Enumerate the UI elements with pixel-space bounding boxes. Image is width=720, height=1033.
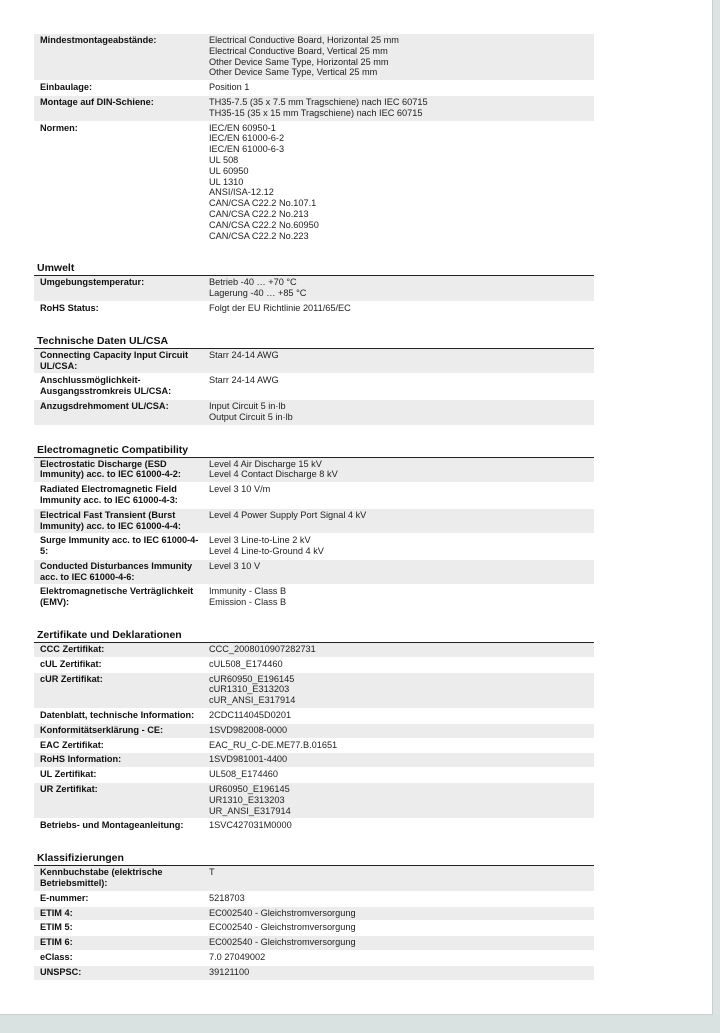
table-row bbox=[34, 374, 594, 400]
table-row bbox=[34, 966, 594, 981]
table-row bbox=[34, 673, 594, 709]
table-row bbox=[34, 534, 594, 560]
value-line: T bbox=[209, 867, 215, 878]
row-value bbox=[205, 644, 594, 655]
table-row bbox=[34, 458, 594, 484]
row-label: E-nummer: bbox=[40, 892, 89, 903]
row-value bbox=[205, 867, 594, 889]
value-line: Betrieb -40 … +70 °C bbox=[209, 277, 297, 288]
section-title: Electromagnetic Compatibility bbox=[34, 444, 594, 458]
value-line: CAN/CSA C22.2 No.213 bbox=[209, 208, 309, 219]
table-row bbox=[34, 34, 594, 81]
row-label: Elektromagnetische Verträglichkeit (EMV): bbox=[40, 586, 194, 608]
mounting-table bbox=[34, 34, 594, 244]
row-value bbox=[205, 725, 594, 736]
value-line: TH35-7.5 (35 x 7.5 mm Tragschiene) nach IEC 60715 bbox=[209, 96, 428, 107]
row-label: Connecting Capacity Input Circuit UL/CSA: bbox=[40, 349, 189, 371]
value-line: Position 1 bbox=[209, 82, 250, 93]
value-line: 5218703 bbox=[209, 892, 245, 903]
table-row bbox=[34, 724, 594, 739]
row-value bbox=[205, 769, 594, 780]
row-label: ETIM 6: bbox=[40, 937, 73, 948]
table-row bbox=[34, 739, 594, 754]
value-line: Level 3 10 V bbox=[209, 560, 261, 571]
section-klassifizierungen bbox=[34, 852, 594, 980]
row-value bbox=[205, 908, 594, 919]
value-line: TH35-15 (35 x 15 mm Tragschiene) nach IEC 60715 bbox=[209, 107, 423, 118]
row-value bbox=[205, 401, 594, 423]
row-label: Konformitätserklärung - CE: bbox=[40, 724, 164, 735]
value-line: Output Circuit 5 in·lb bbox=[209, 411, 293, 422]
section-technische-daten-ul-csa bbox=[34, 335, 594, 426]
row-label: ETIM 5: bbox=[40, 922, 73, 933]
row-label: eClass: bbox=[40, 952, 73, 963]
value-line: Level 4 Line-to-Ground 4 kV bbox=[209, 546, 324, 557]
row-value bbox=[205, 350, 594, 372]
section-zertifikate-und-deklarationen bbox=[34, 629, 594, 834]
table-row bbox=[34, 951, 594, 966]
value-line: UR1310_E313203 bbox=[209, 794, 285, 805]
row-label: Einbaulage: bbox=[40, 82, 93, 93]
value-line: Starr 24-14 AWG bbox=[209, 375, 279, 386]
row-value bbox=[205, 967, 594, 978]
row-value bbox=[205, 535, 594, 557]
value-line: Electrical Conductive Board, Vertical 25 mm bbox=[209, 45, 388, 56]
row-value bbox=[205, 893, 594, 904]
row-label: Kennbuchstabe (elektrische Betriebsmittel): bbox=[40, 867, 163, 889]
row-label: UL Zertifikat: bbox=[40, 769, 97, 780]
value-line: IEC/EN 61000-6-2 bbox=[209, 133, 285, 144]
spec-content bbox=[34, 34, 594, 981]
table-row bbox=[34, 302, 594, 317]
row-value bbox=[205, 820, 594, 831]
row-label: Electrostatic Discharge (ESD Immunity) acc. to IEC 61000-4-2: bbox=[40, 458, 181, 480]
value-line: 2CDC114045D0201 bbox=[209, 710, 292, 721]
section-title: Zertifikate und Deklarationen bbox=[34, 629, 594, 643]
section-title: Technische Daten UL/CSA bbox=[34, 335, 594, 349]
row-value bbox=[205, 277, 594, 299]
section-title: Klassifizierungen bbox=[34, 852, 594, 866]
table-row bbox=[34, 81, 594, 96]
row-label: UNSPSC: bbox=[40, 966, 82, 977]
table-row bbox=[34, 783, 594, 819]
value-line: IEC/EN 61000-6-3 bbox=[209, 144, 285, 155]
value-line: 39121100 bbox=[209, 966, 250, 977]
value-line: Level 4 Air Discharge 15 kV bbox=[209, 458, 322, 469]
table-row bbox=[34, 96, 594, 122]
value-line: UL 60950 bbox=[209, 165, 249, 176]
row-label: Betriebs- und Montageanleitung: bbox=[40, 820, 184, 831]
value-line: UL 508 bbox=[209, 154, 239, 165]
value-line: cUR1310_E313203 bbox=[209, 684, 290, 695]
value-line: Other Device Same Type, Vertical 25 mm bbox=[209, 67, 378, 78]
row-label: cUR Zertifikat: bbox=[40, 673, 103, 684]
value-line: UL 1310 bbox=[209, 176, 244, 187]
table-row bbox=[34, 349, 594, 375]
value-line: cUR_ANSI_E317914 bbox=[209, 695, 296, 706]
row-value bbox=[205, 784, 594, 816]
value-line: CAN/CSA C22.2 No.223 bbox=[209, 230, 309, 241]
value-line: EC002540 - Gleichstromversorgung bbox=[209, 922, 356, 933]
section-title: Umwelt bbox=[34, 262, 594, 276]
row-value bbox=[205, 922, 594, 933]
row-label: Electrical Fast Transient (Burst Immunity) acc. to IEC 61000-4-4: bbox=[40, 509, 181, 531]
table-row bbox=[34, 753, 594, 768]
table-row bbox=[34, 400, 594, 426]
value-line: Level 4 Power Supply Port Signal 4 kV bbox=[209, 509, 367, 520]
table-row bbox=[34, 276, 594, 302]
row-value bbox=[205, 97, 594, 119]
value-line: UL508_E174460 bbox=[209, 769, 278, 780]
row-value bbox=[205, 952, 594, 963]
section-table bbox=[34, 276, 594, 316]
value-line: 7.0 27049002 bbox=[209, 952, 266, 963]
section-table bbox=[34, 349, 594, 426]
row-value bbox=[205, 35, 594, 78]
value-line: Level 3 10 V/m bbox=[209, 484, 271, 495]
table-row bbox=[34, 643, 594, 658]
table-row bbox=[34, 709, 594, 724]
value-line: UR_ANSI_E317914 bbox=[209, 805, 291, 816]
row-label: Datenblatt, technische Information: bbox=[40, 710, 195, 721]
value-line: Electrical Conductive Board, Horizontal 25 mm bbox=[209, 35, 399, 45]
row-label: CCC Zertifikat: bbox=[40, 644, 105, 655]
row-value bbox=[205, 710, 594, 721]
table-row bbox=[34, 122, 594, 245]
row-value bbox=[205, 510, 594, 532]
value-line: ANSI/ISA-12.12 bbox=[209, 187, 274, 198]
table-row bbox=[34, 936, 594, 951]
row-label: EAC Zertifikat: bbox=[40, 739, 104, 750]
table-row bbox=[34, 483, 594, 509]
value-line: Starr 24-14 AWG bbox=[209, 349, 279, 360]
value-line: Folgt der EU Richtlinie 2011/65/EC bbox=[209, 302, 351, 313]
table-row bbox=[34, 921, 594, 936]
value-line: EC002540 - Gleichstromversorgung bbox=[209, 937, 356, 948]
value-line: cUL508_E174460 bbox=[209, 658, 283, 669]
row-value bbox=[205, 303, 594, 314]
section-umwelt bbox=[34, 262, 594, 316]
row-value bbox=[205, 937, 594, 948]
row-value bbox=[205, 659, 594, 670]
row-label: Anzugsdrehmoment UL/CSA: bbox=[40, 400, 169, 411]
table-row bbox=[34, 819, 594, 834]
row-value bbox=[205, 754, 594, 765]
row-label: RoHS Status: bbox=[40, 302, 99, 313]
section-table bbox=[34, 643, 594, 834]
row-label: Normen: bbox=[40, 122, 78, 133]
value-line: cUR60950_E196145 bbox=[209, 673, 295, 684]
table-row bbox=[34, 560, 594, 586]
row-label: ETIM 4: bbox=[40, 907, 73, 918]
row-value bbox=[205, 740, 594, 751]
table-row bbox=[34, 658, 594, 673]
value-line: 1SVD981001-4400 bbox=[209, 754, 288, 765]
value-line: Other Device Same Type, Horizontal 25 mm bbox=[209, 56, 389, 67]
row-label: Radiated Electromagnetic Field Immunity acc. to IEC 61000-4-3: bbox=[40, 484, 178, 505]
row-label: cUL Zertifikat: bbox=[40, 658, 102, 669]
table-row bbox=[34, 866, 594, 892]
value-line: CAN/CSA C22.2 No.60950 bbox=[209, 219, 319, 230]
row-label: Anschlussmöglichkeit-Ausgangsstromkreis UL/CSA: bbox=[40, 375, 172, 397]
value-line: Level 3 Line-to-Line 2 kV bbox=[209, 535, 311, 546]
value-line: 1SVD982008-0000 bbox=[209, 724, 288, 735]
value-line: EAC_RU_C-DE.ME77.B.01651 bbox=[209, 739, 338, 750]
row-value bbox=[205, 561, 594, 583]
row-value bbox=[205, 484, 594, 506]
value-line: UR60950_E196145 bbox=[209, 784, 290, 795]
value-line: CAN/CSA C22.2 No.107.1 bbox=[209, 198, 317, 209]
value-line: EC002540 - Gleichstromversorgung bbox=[209, 907, 356, 918]
row-label: UR Zertifikat: bbox=[40, 784, 98, 795]
value-line: 1SVC427031M0000 bbox=[209, 820, 292, 831]
section-table bbox=[34, 866, 594, 980]
value-line: CCC_2008010907282731 bbox=[209, 644, 316, 655]
row-value bbox=[205, 459, 594, 481]
table-row bbox=[34, 768, 594, 783]
row-value bbox=[205, 82, 594, 93]
table-row bbox=[34, 892, 594, 907]
row-value bbox=[205, 375, 594, 397]
table-row bbox=[34, 585, 594, 611]
row-value bbox=[205, 586, 594, 608]
spec-sections bbox=[34, 262, 594, 980]
value-line: Lagerung -40 … +85 °C bbox=[209, 288, 307, 299]
value-line: Input Circuit 5 in·lb bbox=[209, 400, 286, 411]
value-line: Level 4 Contact Discharge 8 kV bbox=[209, 469, 338, 480]
table-row bbox=[34, 907, 594, 922]
value-line: IEC/EN 60950-1 bbox=[209, 122, 276, 133]
value-line: Immunity - Class B bbox=[209, 586, 287, 597]
value-line: Emission - Class B bbox=[209, 597, 287, 608]
row-label: Montage auf DIN-Schiene: bbox=[40, 96, 154, 107]
row-label: Conducted Disturbances Immunity acc. to IEC 61000-4-6: bbox=[40, 560, 193, 582]
row-label: Surge Immunity acc. to IEC 61000-4-5: bbox=[40, 535, 199, 557]
row-label: Umgebungstemperatur: bbox=[40, 277, 145, 288]
row-value bbox=[205, 123, 594, 242]
row-label: RoHS Information: bbox=[40, 754, 122, 765]
section-electromagnetic-compatibility bbox=[34, 444, 594, 612]
section-table bbox=[34, 458, 594, 612]
row-label: Mindestmontageabstände: bbox=[40, 35, 157, 45]
viewer-bottom-strip bbox=[0, 1015, 720, 1033]
table-row bbox=[34, 509, 594, 535]
row-value bbox=[205, 674, 594, 706]
